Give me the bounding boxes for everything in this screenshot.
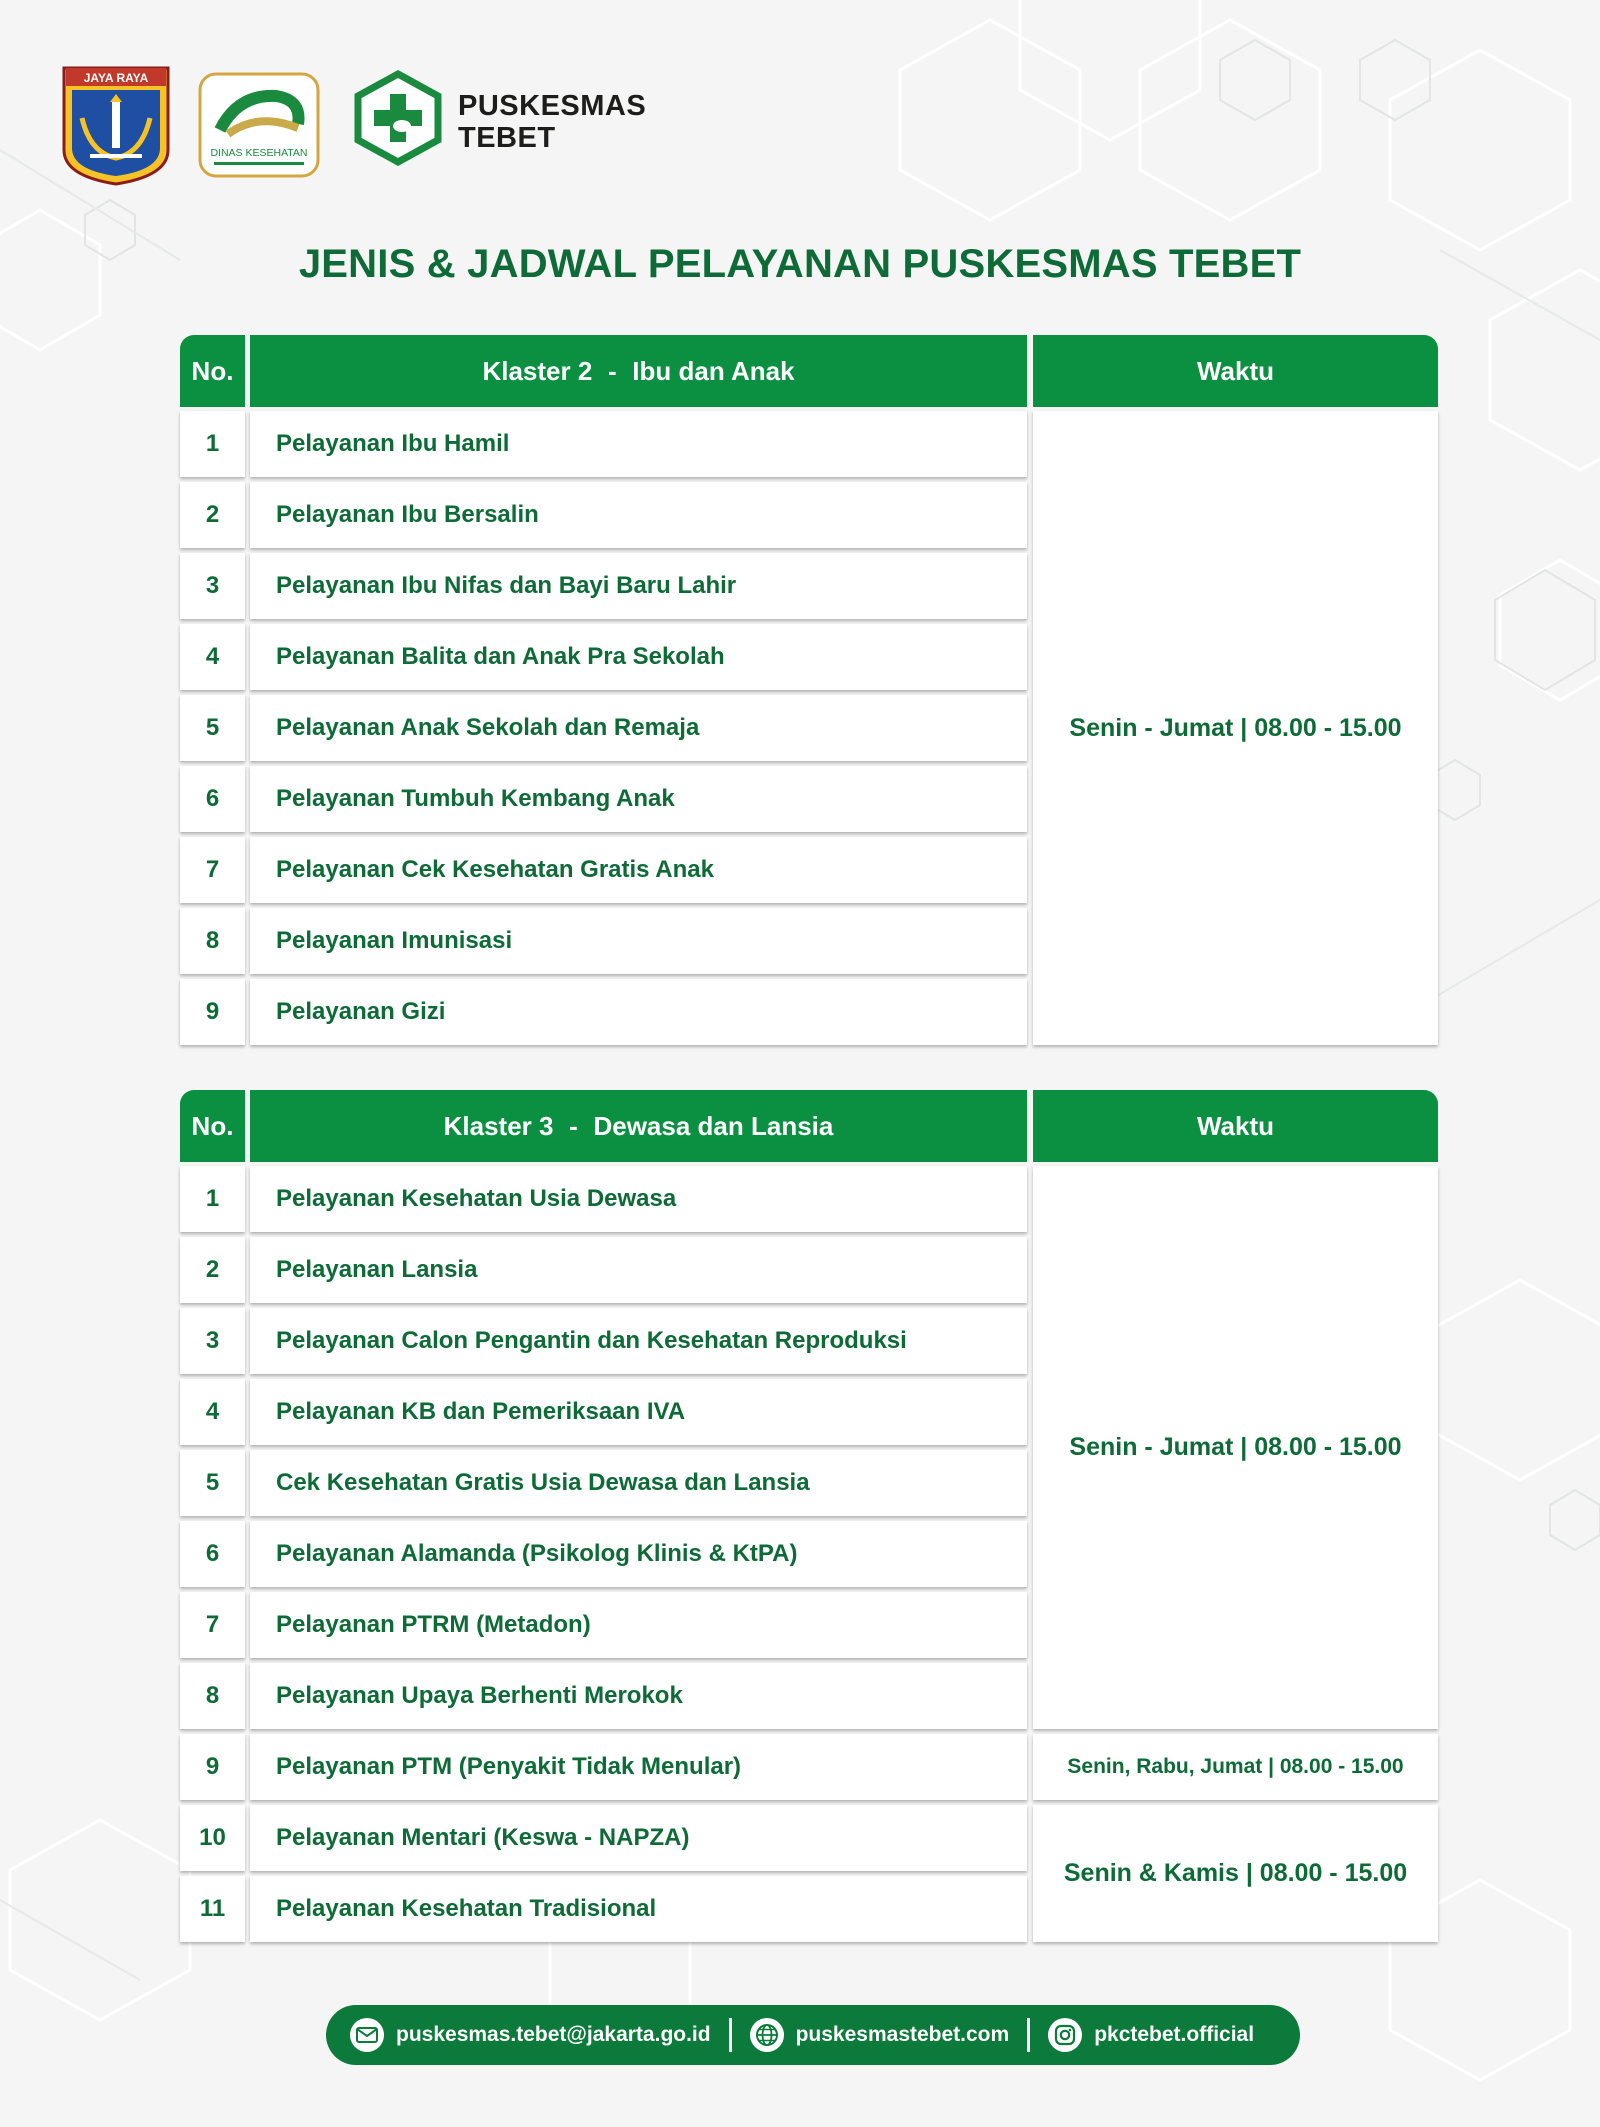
svg-text:DINAS KESEHATAN: DINAS KESEHATAN [210,147,308,159]
website-text: puskesmastebet.com [795,2023,1010,2046]
column-header-klaster: Klaster 2 - Ibu dan Anak [250,335,1027,407]
row-number: 5 [180,695,245,761]
globe-icon [750,2018,784,2052]
row-number: 6 [180,1521,245,1587]
service-name: Pelayanan Ibu Hamil [250,411,1027,477]
service-name: Pelayanan PTM (Penyakit Tidak Menular) [250,1734,1027,1800]
email-text: puskesmas.tebet@jakarta.go.id [396,2023,711,2046]
schedule-time-mentari: Senin & Kamis | 08.00 - 15.00 [1033,1805,1438,1942]
row-number: 4 [180,1379,245,1445]
puskesmas-cross-icon [350,70,446,166]
klaster-number: Klaster 2 [482,355,593,386]
service-name: Pelayanan Upaya Berhenti Merokok [250,1663,1027,1729]
contact-email[interactable] [350,2018,711,2052]
page-title: JENIS & JADWAL PELAYANAN PUSKESMAS TEBET [298,242,1302,286]
row-number: 2 [180,482,245,548]
klaster-number: Klaster 3 [443,1110,554,1141]
service-name: Pelayanan Alamanda (Psikolog Klinis & KtPA) [250,1521,1027,1587]
service-name: Pelayanan Lansia [250,1237,1027,1303]
service-name: Pelayanan Ibu Nifas dan Bayi Baru Lahir [250,553,1027,619]
service-name: Pelayanan Anak Sekolah dan Remaja [250,695,1027,761]
service-name: Pelayanan Tumbuh Kembang Anak [250,766,1027,832]
service-name: Pelayanan Ibu Bersalin [250,482,1027,548]
dki-jakarta-emblem-icon [60,58,172,186]
row-number: 7 [180,837,245,903]
footer-divider [729,2018,732,2052]
instagram-text: pkctebet.official [1094,2023,1255,2046]
column-header-waktu: Waktu [1033,335,1438,407]
service-name: Pelayanan Gizi [250,979,1027,1045]
service-name: Pelayanan KB dan Pemeriksaan IVA [250,1379,1027,1445]
table-klaster-2 [180,335,1438,1045]
row-number: 4 [180,624,245,690]
contact-bar [326,2005,1300,2065]
contact-instagram[interactable] [1048,2018,1254,2052]
row-number: 6 [180,766,245,832]
footer-divider [1027,2018,1030,2052]
column-header-no: No. [180,1090,245,1162]
column-header-no: No. [180,335,245,407]
service-name: Pelayanan Kesehatan Tradisional [250,1876,1027,1942]
row-number: 3 [180,553,245,619]
service-name: Pelayanan Imunisasi [250,908,1027,974]
service-name: Pelayanan Calon Pengantin dan Kesehatan Reproduksi [250,1308,1027,1374]
row-number: 1 [180,1166,245,1232]
service-name: Pelayanan PTRM (Metadon) [250,1592,1027,1658]
row-number: 1 [180,411,245,477]
dinas-kesehatan-icon [198,72,320,178]
row-number: 8 [180,908,245,974]
row-number: 10 [180,1805,245,1871]
service-name: Pelayanan Cek Kesehatan Gratis Anak [250,837,1027,903]
row-number: 2 [180,1237,245,1303]
column-header-klaster: Klaster 3 - Dewasa dan Lansia [250,1090,1027,1162]
row-number: 8 [180,1663,245,1729]
contact-website[interactable] [750,2018,1010,2052]
puskesmas-name [458,90,646,154]
column-header-waktu: Waktu [1033,1090,1438,1162]
row-number: 5 [180,1450,245,1516]
instagram-icon [1048,2018,1082,2052]
service-name: Pelayanan Balita dan Anak Pra Sekolah [250,624,1027,690]
dinas-kesehatan-logo [198,72,320,178]
service-name: Pelayanan Mentari (Keswa - NAPZA) [250,1805,1027,1871]
klaster-name: Ibu dan Anak [632,355,795,386]
puskesmas-name-line2: TEBET [458,122,556,154]
service-name: Pelayanan Kesehatan Usia Dewasa [250,1166,1027,1232]
service-name: Cek Kesehatan Gratis Usia Dewasa dan Lansia [250,1450,1027,1516]
row-number: 9 [180,1734,245,1800]
schedule-time: Senin - Jumat | 08.00 - 15.00 [1033,411,1438,1045]
row-number: 11 [180,1876,245,1942]
schedule-time-ptm: Senin, Rabu, Jumat | 08.00 - 15.00 [1033,1734,1438,1800]
row-number: 9 [180,979,245,1045]
row-number: 3 [180,1308,245,1374]
table-klaster-3 [180,1090,1438,1942]
email-icon [350,2018,384,2052]
svg-text:JAYA RAYA: JAYA RAYA [83,71,149,85]
schedule-time-main: Senin - Jumat | 08.00 - 15.00 [1033,1166,1438,1729]
row-number: 7 [180,1592,245,1658]
klaster-name: Dewasa dan Lansia [593,1110,834,1141]
puskesmas-name-line1: PUSKESMAS [458,90,647,122]
puskesmas-tebet-logo [350,70,650,170]
